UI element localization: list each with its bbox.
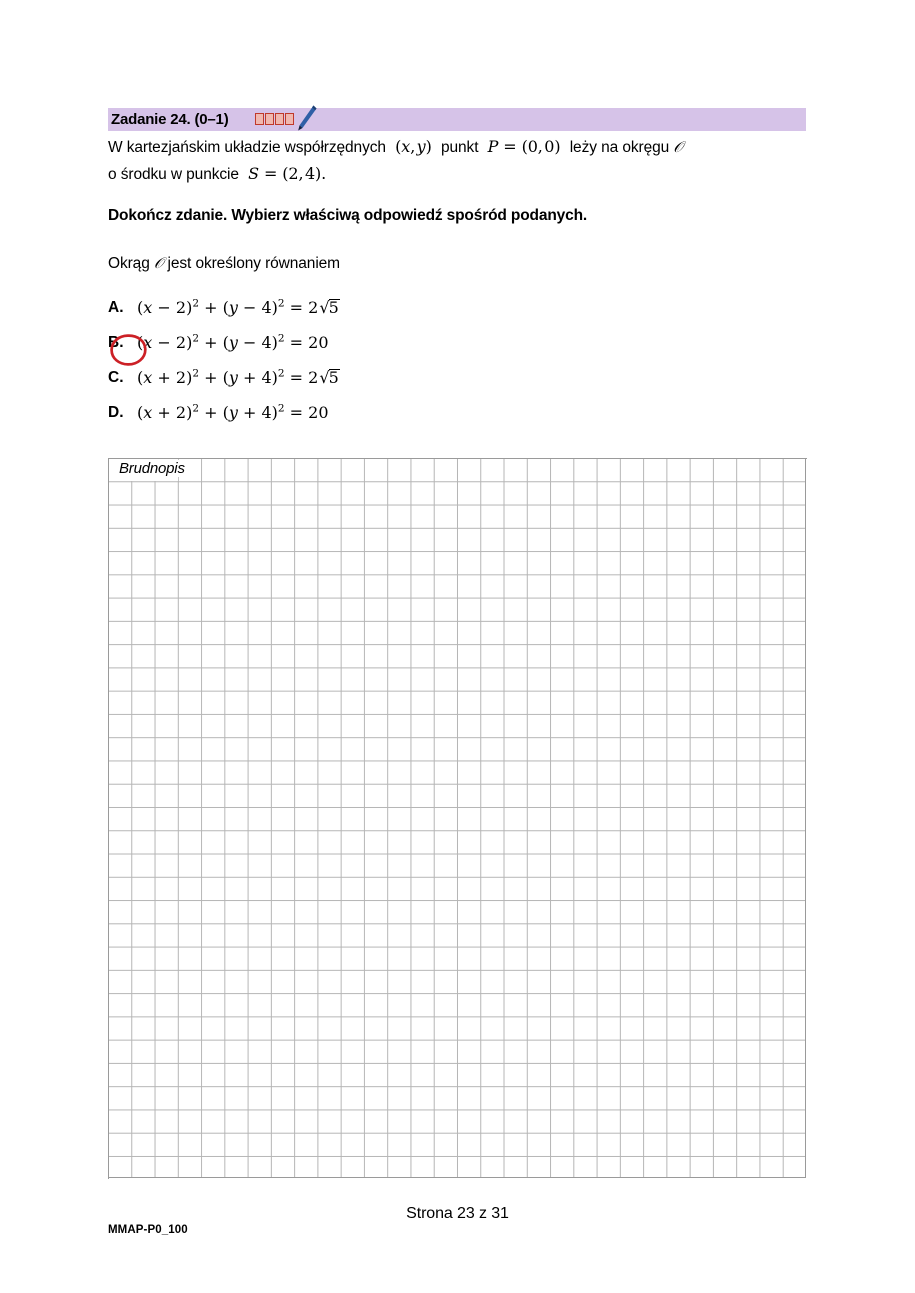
stem-coordinates: (x, y) [390,137,437,156]
answer-box-4 [285,113,294,125]
answer-option-b[interactable] [108,333,608,368]
stem-text-1: W kartezjańskim układzie współrzędnych [108,139,386,156]
task-lead-in [108,254,340,273]
stem-text-4: o środku w punkcie [108,166,239,183]
stem-circle-symbol: 𝒪 [673,138,683,156]
stem-point-p: P = (0, 0) [487,137,566,156]
task-header-bar [108,108,806,131]
scratch-grid-left-border [108,458,109,1179]
answer-option-a[interactable] [108,298,608,333]
option-letter-a: A. [108,299,124,316]
task-title: Zadanie 24. (0–1) [111,111,229,128]
option-letter-b: B. [108,334,124,351]
answer-box-2 [265,113,274,125]
answer-options-list [108,298,608,438]
task-instruction: Dokończ zdanie. Wybierz właściwą odpowiedź spośród podanych. [108,207,588,224]
lead-in-text-2: jest określony równaniem [167,255,340,272]
answer-box-3 [275,113,284,125]
stem-text-2: punkt [440,139,479,156]
answer-option-d[interactable] [108,403,608,438]
page-number: Strona 23 z 31 [406,1205,509,1222]
option-equation-c: $(x + 2)^2 + (y + 4)^2 = 2√5$ [137,367,339,387]
answer-type-icon-group [255,110,315,130]
document-code: MMAP-P0_100 [108,1224,188,1236]
lead-in-circle-symbol: 𝒪 [153,254,164,272]
option-equation-d: $(x + 2)^2 + (y + 4)^2 = 20$ [137,402,329,422]
answer-boxes-icon [255,113,294,125]
task-stem [108,134,808,188]
stem-point-s: S = (2, 4). [248,164,327,183]
option-letter-d: D. [108,404,124,421]
option-letter-c: C. [108,369,124,386]
scratch-grid-top-border [108,458,807,459]
answer-box-1 [255,113,264,125]
lead-in-text-1: Okrąg [108,255,150,272]
option-equation-a: $(x - 2)^2 + (y - 4)^2 = 2√5$ [137,297,339,317]
stem-text-3: leży na okręgu [569,139,670,156]
answer-option-c[interactable] [108,368,608,403]
option-equation-b: $(x - 2)^2 + (y - 4)^2 = 20$ [137,332,329,352]
scratch-label: Brudnopis [119,460,185,477]
scratch-grid[interactable] [108,458,806,1178]
